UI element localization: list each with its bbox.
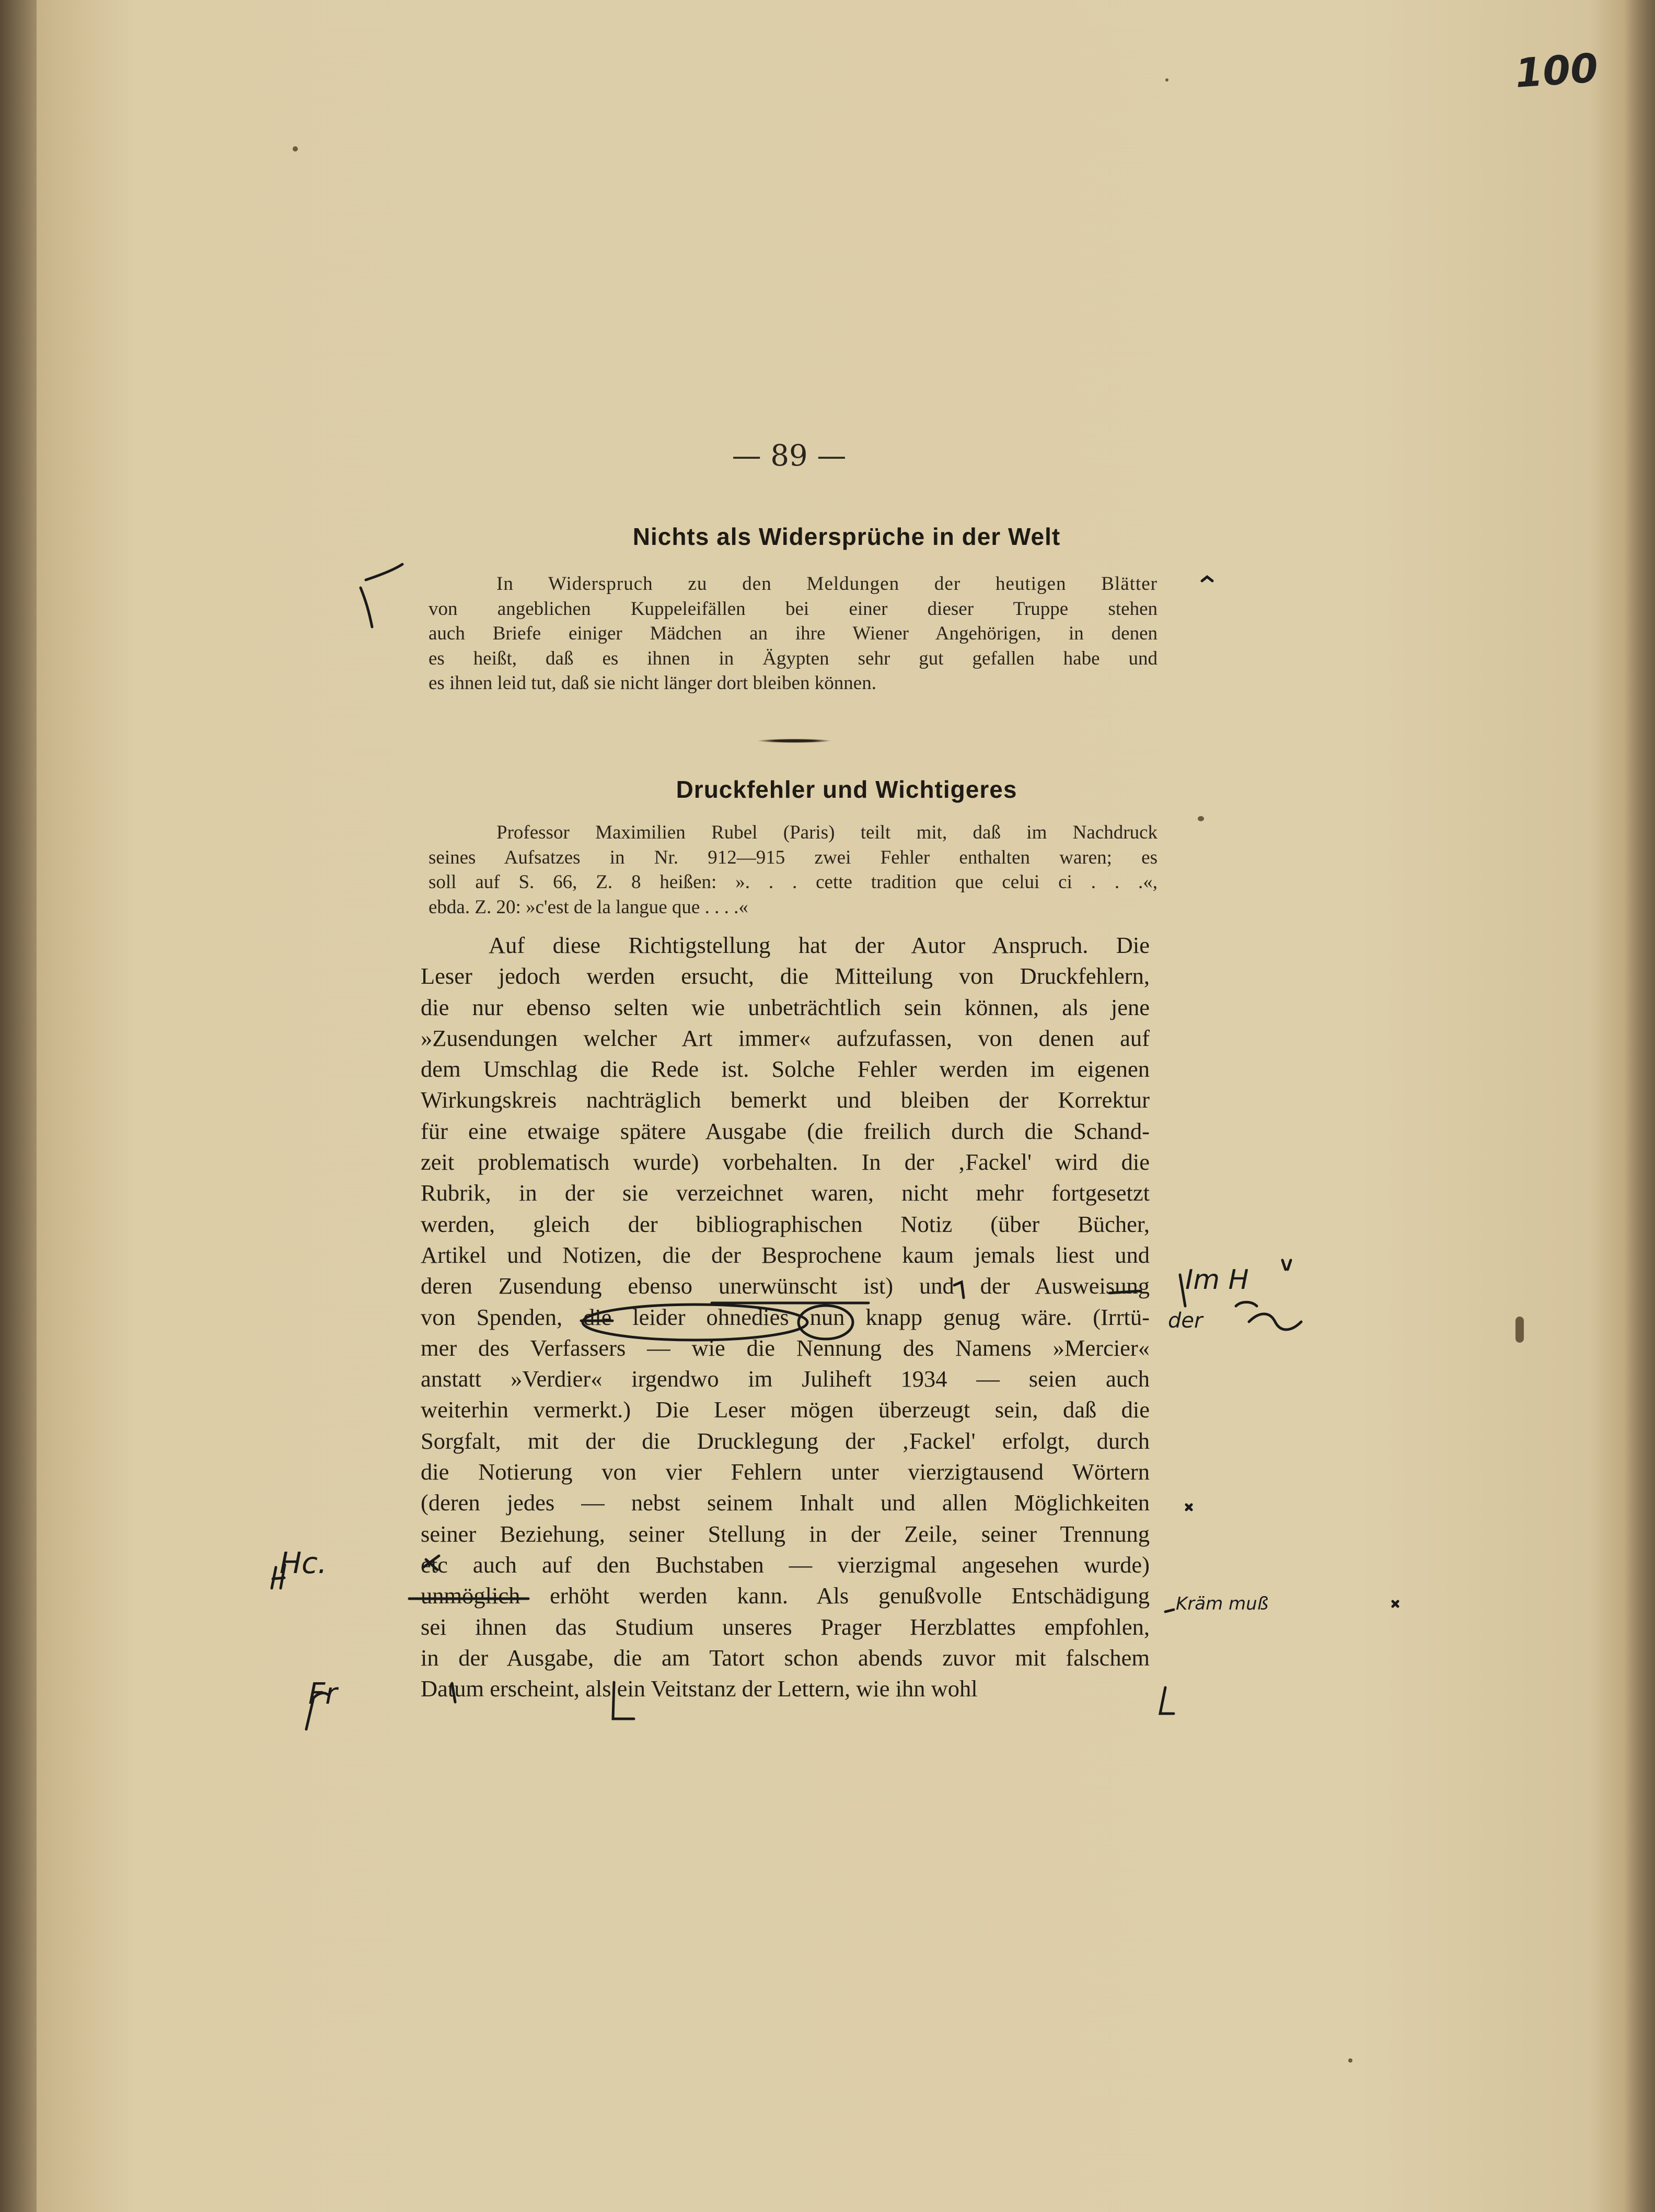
marginal-note-right-1: Im H [1185,1264,1249,1296]
paper-speck [1515,1317,1524,1343]
text-line: anstatt »Verdier« irgendwo im Juliheft 1934 — seien auch [421,1366,1150,1392]
marginal-note-right-3: Kräm muß [1176,1593,1269,1614]
text-line: (deren jedes — nebst seinem Inhalt und allen Möglichkeiten [421,1489,1150,1516]
text-line: von Spenden, die leider ohnedies nun knapp genug wäre. (Irrtü- [421,1303,1150,1330]
text-line: seines Aufsatzes in Nr. 912—915 zwei Fehler enthalten waren; es [429,846,1158,868]
text-line: soll auf S. 66, Z. 8 heißen: ». . . cette tradition que celui ci . . .«, [429,871,1158,893]
page-number: — 89 — [732,439,847,473]
text-line: deren Zusendung ebenso unerwünscht ist) und der Ausweisung [421,1273,1150,1299]
text-line: die Notierung von vier Fehlern unter vierzigtausend Wörtern [421,1459,1150,1485]
text-line: es ihnen leid tut, daß sie nicht länger dort bleiben können. [429,672,876,694]
text-line: werden, gleich der bibliographischen Notiz (über Bücher, [421,1210,1150,1237]
section-divider-rule [758,739,831,743]
text-line: Wirkungskreis nachträglich bemerkt und bleiben der Korrektur [421,1087,1150,1113]
text-line: auch Briefe einiger Mädchen an ihre Wiener Angehörigen, in denen [429,623,1158,644]
marginal-note-left-1: Hc. [280,1546,327,1580]
marginal-note-right-2: der [1168,1309,1203,1333]
text-line: für eine etwaige spätere Ausgabe (die freilich durch die Schand- [421,1117,1150,1144]
paper-speck [1198,816,1204,821]
article-druckfehler-body [421,930,1150,1704]
text-line: zeit problematisch wurde) vorbehalten. In der ‚Fackel' wird die [421,1149,1150,1175]
text-line: In Widerspruch zu den Meldungen der heutigen Blätter [496,573,1158,595]
article-widersprueche-text [429,572,1158,696]
page-edge-shadow [1624,0,1655,2212]
text-line: es heißt, daß es ihnen in Ägypten sehr gut gefallen habe und [429,647,1158,669]
text-line: Datum erscheint, als ein Veitstanz der Lettern, wie ihn wohl [421,1675,978,1702]
article-druckfehler-intro [429,820,1158,919]
text-line: seiner Beziehung, seiner Stellung in der Zeile, seiner Trennung [421,1520,1150,1547]
paper-speck [293,146,298,152]
text-line: Rubrik, in der sie verzeichnet waren, nicht mehr fortgesetzt [421,1180,1150,1206]
paper-speck [1165,78,1168,82]
paper-speck [1348,2058,1352,2063]
marginal-note-left-2: Fr [308,1677,338,1711]
article-title-widersprueche: Nichts als Widersprüche in der Welt [632,523,1061,550]
text-line: weiterhin vermerkt.) Die Leser mögen überzeugt sein, daß die [421,1396,1150,1423]
article-title-druckfehler: Druckfehler und Wichtigeres [676,776,1017,803]
text-line: von angeblichen Kuppeleifällen bei einer dieser Truppe stehen [429,598,1158,620]
text-line: Leser jedoch werden ersucht, die Mitteilung von Druckfehlern, [421,963,1150,989]
text-line: »Zusendungen welcher Art immer« aufzufassen, von denen auf [421,1024,1150,1051]
text-line: ebda. Z. 20: »c'est de la langue que . . . .« [429,896,748,918]
text-line: etc auch auf den Buchstaben — vierzigmal angesehen wurde) [421,1551,1150,1578]
text-line: unmöglich erhöht werden kann. Als genußvolle Entschädigung [421,1582,1150,1609]
text-line: sei ihnen das Studium unseres Prager Herzblattes empfohlen, [421,1613,1150,1640]
text-line: dem Umschlag die Rede ist. Solche Fehler werden im eigenen [421,1056,1150,1082]
page-binding [0,0,37,2212]
text-line: in der Ausgabe, die am Tatort schon abends zuvor mit falschem [421,1644,1150,1671]
handwritten-folio-number: 100 [1513,44,1600,97]
text-line: mer des Verfassers — wie die Nennung des Namens »Mercier« [421,1334,1150,1361]
text-line: Professor Maximilien Rubel (Paris) teilt mit, daß im Nachdruck [496,822,1158,843]
text-line: die nur ebenso selten wie unbeträchtlich sein können, als jene [421,994,1150,1020]
text-line: Sorgfalt, mit der die Drucklegung der ‚Fackel' erfolgt, durch [421,1427,1150,1454]
text-line: Artikel und Notizen, die der Besprochene kaum jemals liest und [421,1241,1150,1268]
text-line: Auf diese Richtigstellung hat der Autor Anspruch. Die [489,932,1150,958]
